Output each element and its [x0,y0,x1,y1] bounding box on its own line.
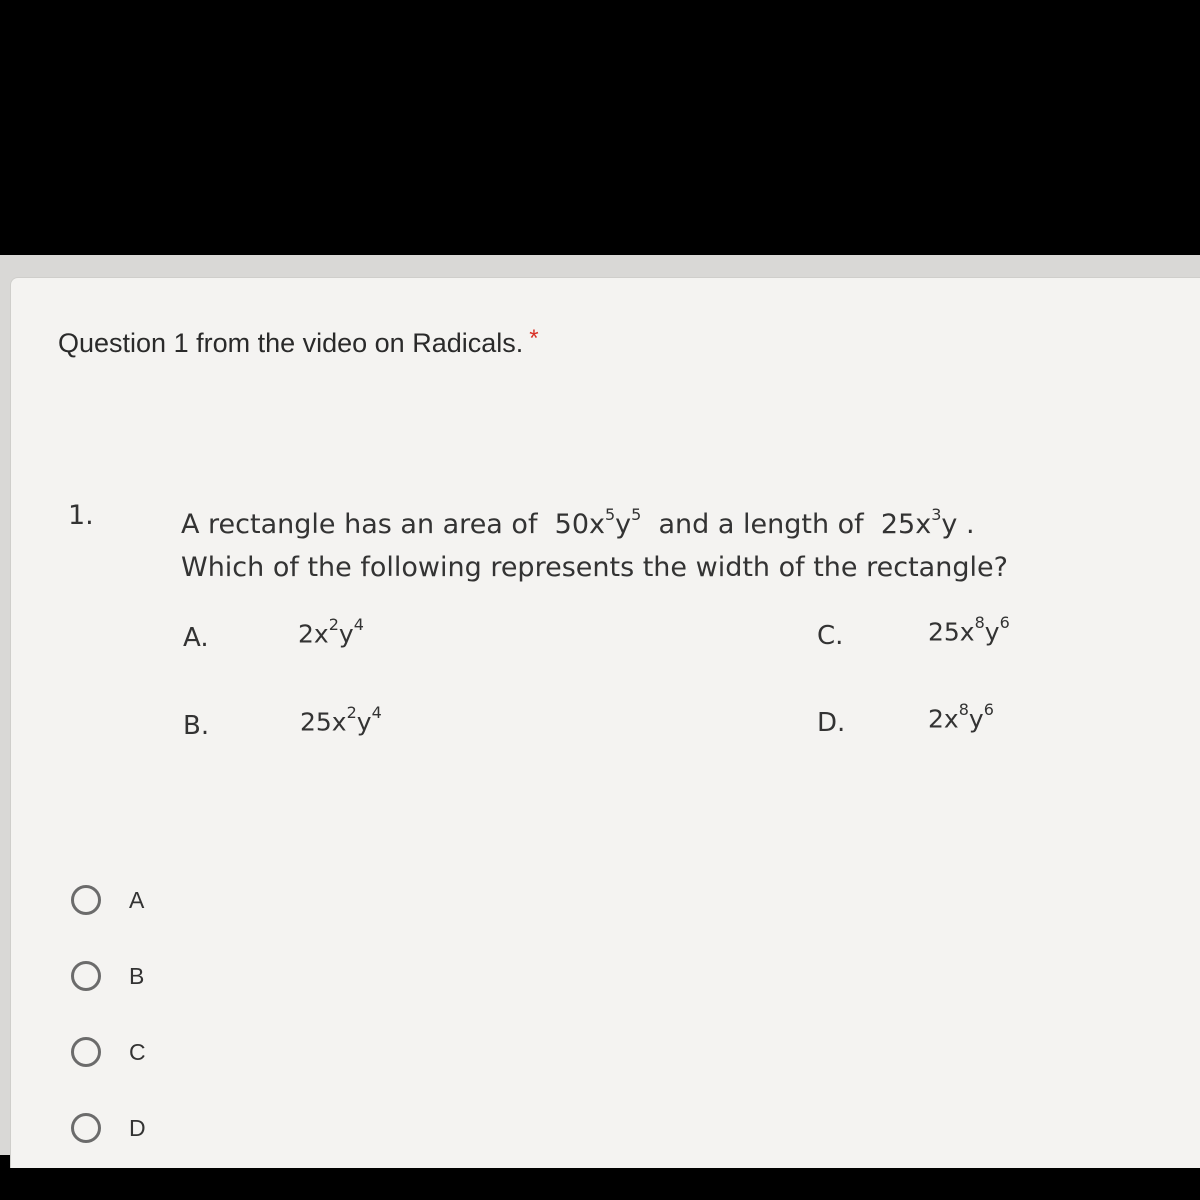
choice-a-exp-x: 2 [328,615,339,634]
choice-expression-b [300,703,382,737]
choice-b-exp-y: 4 [371,703,382,722]
choice-expression-c [928,613,1010,647]
problem-number: 1. [68,500,94,531]
option-label-c: C [129,1038,146,1065]
option-label-d: D [129,1114,146,1141]
radio-button-b[interactable] [71,961,101,991]
length-y: y . [941,509,975,540]
screen [0,255,1200,1155]
option-label-a: A [129,886,145,913]
problem-statement [181,496,1008,589]
question-title-text: Question 1 from the video on Radicals. [58,328,524,358]
radio-button-a[interactable] [71,885,101,915]
choice-c-coef: 25x [928,617,975,647]
choice-letter-b: B. [183,711,210,741]
choice-letter-a: A. [183,623,209,653]
choice-expression-a [298,615,364,649]
radio-button-d[interactable] [71,1113,101,1143]
problem-line-1 [181,496,1008,546]
problem-text-area-intro: A rectangle has an area of [181,509,538,540]
area-coef: 50x [554,509,605,540]
problem-line-2: Which of the following represents the width of the rectangle? [181,552,1008,583]
choice-d-y: y [968,704,984,734]
question-title [58,325,539,359]
option-label-b: B [129,962,145,989]
length-exp-x: 3 [931,505,942,524]
option-d[interactable] [71,1108,146,1148]
choice-d-coef: 2x [928,704,959,734]
choice-a-coef: 2x [298,619,329,649]
choice-a-exp-y: 4 [353,615,364,634]
problem-text-length-intro: and a length of [658,509,864,540]
question-card [10,277,1200,1168]
choice-a-y: y [338,619,354,649]
choice-letter-d: D. [817,708,846,738]
area-y: y [615,509,632,540]
choice-b-exp-x: 2 [346,703,357,722]
choice-c-exp-x: 8 [974,613,985,632]
choice-d-exp-x: 8 [958,700,969,719]
length-coef: 25x [880,509,932,540]
choice-expression-d [928,700,994,734]
option-b[interactable] [71,956,144,996]
length-expression [880,505,975,540]
radio-button-c[interactable] [71,1037,101,1067]
choice-c-exp-y: 6 [999,613,1010,632]
choice-d-exp-y: 6 [983,700,994,719]
choice-b-coef: 25x [300,707,347,737]
choice-b-y: y [356,707,372,737]
choice-letter-c: C. [817,621,844,651]
required-asterisk: * [529,325,539,352]
area-exp-x: 5 [604,505,616,524]
area-exp-y: 5 [631,505,642,524]
option-c[interactable] [71,1032,146,1072]
area-expression [554,505,642,540]
option-a[interactable] [71,880,144,920]
choice-c-y: y [984,617,1000,647]
